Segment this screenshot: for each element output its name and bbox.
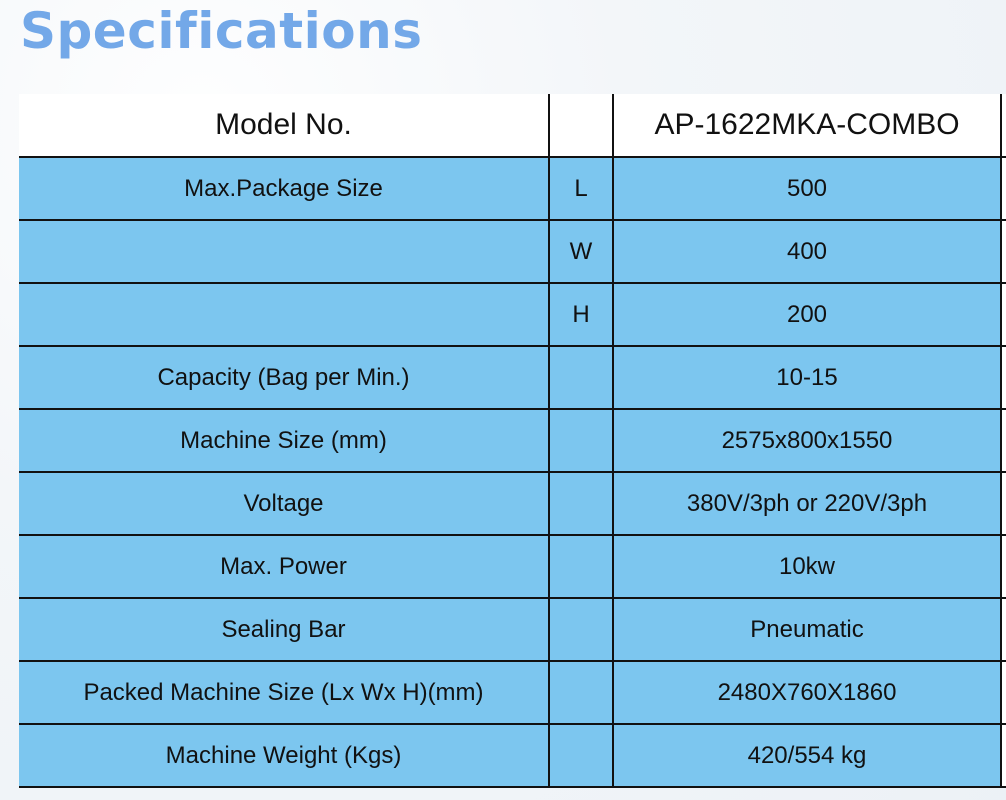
row-subparameter xyxy=(549,535,613,598)
row-right-edge xyxy=(1001,598,1006,661)
table-row xyxy=(19,346,1006,409)
row-value: 2575x800x1550 xyxy=(613,409,1001,472)
page-title: Specifications xyxy=(20,2,423,60)
row-right-edge xyxy=(1001,220,1006,283)
row-value: 10-15 xyxy=(613,346,1001,409)
row-label: Voltage xyxy=(19,472,549,535)
row-label xyxy=(19,220,549,283)
table-row xyxy=(19,283,1006,346)
table-row xyxy=(19,472,1006,535)
table-row xyxy=(19,535,1006,598)
row-label: Max.Package Size xyxy=(19,157,549,220)
row-subparameter: L xyxy=(549,157,613,220)
row-right-edge xyxy=(1001,283,1006,346)
table-row xyxy=(19,157,1006,220)
row-value: 10kw xyxy=(613,535,1001,598)
row-label: Capacity (Bag per Min.) xyxy=(19,346,549,409)
row-subparameter xyxy=(549,472,613,535)
row-value: 400 xyxy=(613,220,1001,283)
row-right-edge xyxy=(1001,346,1006,409)
table-row xyxy=(19,409,1006,472)
row-value: 420/554 kg xyxy=(613,724,1001,787)
row-subparameter: H xyxy=(549,283,613,346)
subparameter-header xyxy=(549,94,613,157)
row-value: 200 xyxy=(613,283,1001,346)
row-subparameter: W xyxy=(549,220,613,283)
row-right-edge xyxy=(1001,661,1006,724)
row-right-edge xyxy=(1001,472,1006,535)
table-row xyxy=(19,598,1006,661)
row-label: Sealing Bar xyxy=(19,598,549,661)
row-subparameter xyxy=(549,661,613,724)
row-value: 380V/3ph or 220V/3ph xyxy=(613,472,1001,535)
row-right-edge xyxy=(1001,157,1006,220)
row-right-edge xyxy=(1001,409,1006,472)
row-label: Max. Power xyxy=(19,535,549,598)
table-row xyxy=(19,220,1006,283)
table-header-row xyxy=(19,94,1006,157)
row-value: 2480X760X1860 xyxy=(613,661,1001,724)
row-subparameter xyxy=(549,409,613,472)
row-label xyxy=(19,283,549,346)
row-value: 500 xyxy=(613,157,1001,220)
row-label: Packed Machine Size (Lx Wx H)(mm) xyxy=(19,661,549,724)
table-row xyxy=(19,661,1006,724)
row-right-edge xyxy=(1001,724,1006,787)
row-subparameter xyxy=(549,346,613,409)
specifications-table xyxy=(19,94,1006,788)
row-right-edge xyxy=(1001,535,1006,598)
row-subparameter xyxy=(549,598,613,661)
row-value: Pneumatic xyxy=(613,598,1001,661)
table-row xyxy=(19,724,1006,787)
model-value-header: AP-1622MKA-COMBO xyxy=(613,94,1001,157)
model-label-header: Model No. xyxy=(19,94,549,157)
row-subparameter xyxy=(549,724,613,787)
right-edge-header xyxy=(1001,94,1006,157)
row-label: Machine Weight (Kgs) xyxy=(19,724,549,787)
row-label: Machine Size (mm) xyxy=(19,409,549,472)
